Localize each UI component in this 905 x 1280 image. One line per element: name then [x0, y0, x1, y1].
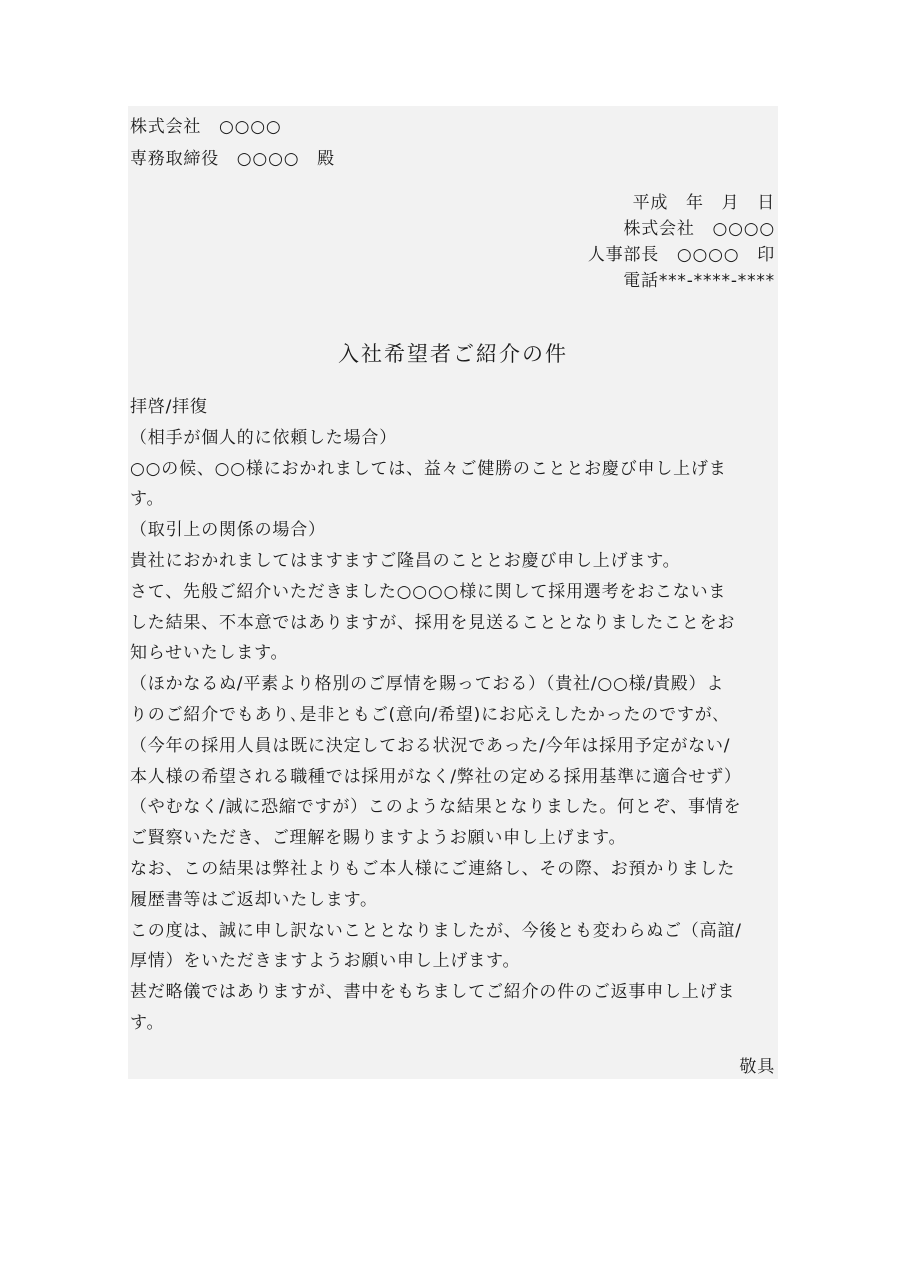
body-line: （やむなく/誠に恐縮ですが）このような結果となりました。何とぞ、事情を — [130, 797, 742, 818]
body-line: （今年の採用人員は既に決定しておる状況であった/今年は採用予定がない/ — [130, 735, 731, 756]
body-line: 知らせいたします。 — [130, 643, 289, 664]
closing: 敬具 — [739, 1057, 775, 1077]
body-line: す。 — [130, 1012, 165, 1033]
letter-body — [130, 395, 780, 1042]
body-line: （取引上の関係の場合） — [130, 520, 326, 541]
body-line: 履歴書等はご返却いたします。 — [130, 889, 378, 910]
sender-phone: 電話***-****-**** — [623, 271, 775, 291]
body-line: （相手が個人的に依頼した場合） — [130, 427, 397, 448]
body-line: した結果、不本意ではありますが、採用を見送ることとなりましたことをお — [130, 612, 736, 633]
body-line: この度は、誠に申し訳ないこととなりましたが、今後とも変わらぬご（高誼/ — [130, 920, 742, 941]
body-line: りのご紹介でもあり､是非ともご(意向/希望)にお応えしたかったのですが､ — [130, 704, 722, 725]
body-line: 甚だ略儀ではありますが、書中をもちましてご紹介の件のご返事申し上げま — [130, 982, 736, 1003]
letter-date: 平成 年 月 日 — [632, 193, 775, 213]
sender-person: 人事部長 ○○○○ 印 — [587, 245, 775, 265]
body-line: （ほかなるぬ/平素より格別のご厚情を賜っておる）（貴社/○○様/貴殿）よ — [130, 674, 725, 695]
body-line: 厚情）をいただきますようお願い申し上げます。 — [130, 951, 521, 972]
sender-company: 株式会社 ○○○○ — [623, 219, 775, 239]
letter-title: 入社希望者ご紹介の件 — [338, 342, 568, 366]
recipient-person: 専務取締役 ○○○○ 殿 — [130, 149, 335, 169]
body-line: ご賢察いただき、ご理解を賜りますようお願い申し上げます。 — [130, 828, 627, 849]
body-line: 拝啓/拝復 — [130, 397, 208, 417]
body-line: 本人様の希望される職種では採用がなく/弊社の定める採用基準に適合せず） — [130, 766, 742, 787]
body-line: なお、この結果は弊社よりもご本人様にご連絡し、その際、お預かりました — [130, 858, 736, 879]
body-line: す。 — [130, 489, 165, 510]
recipient-company: 株式会社 ○○○○ — [130, 117, 282, 137]
body-line: さて、先般ご紹介いただきました○○○○様に関して採用選考をおこないま — [130, 581, 727, 602]
body-line: ○○の候、○○様におかれましては、益々ご健勝のこととお慶び申し上げま — [130, 458, 727, 479]
body-line: 貴社におかれましてはますますご隆昌のこととお慶び申し上げます。 — [130, 550, 681, 571]
